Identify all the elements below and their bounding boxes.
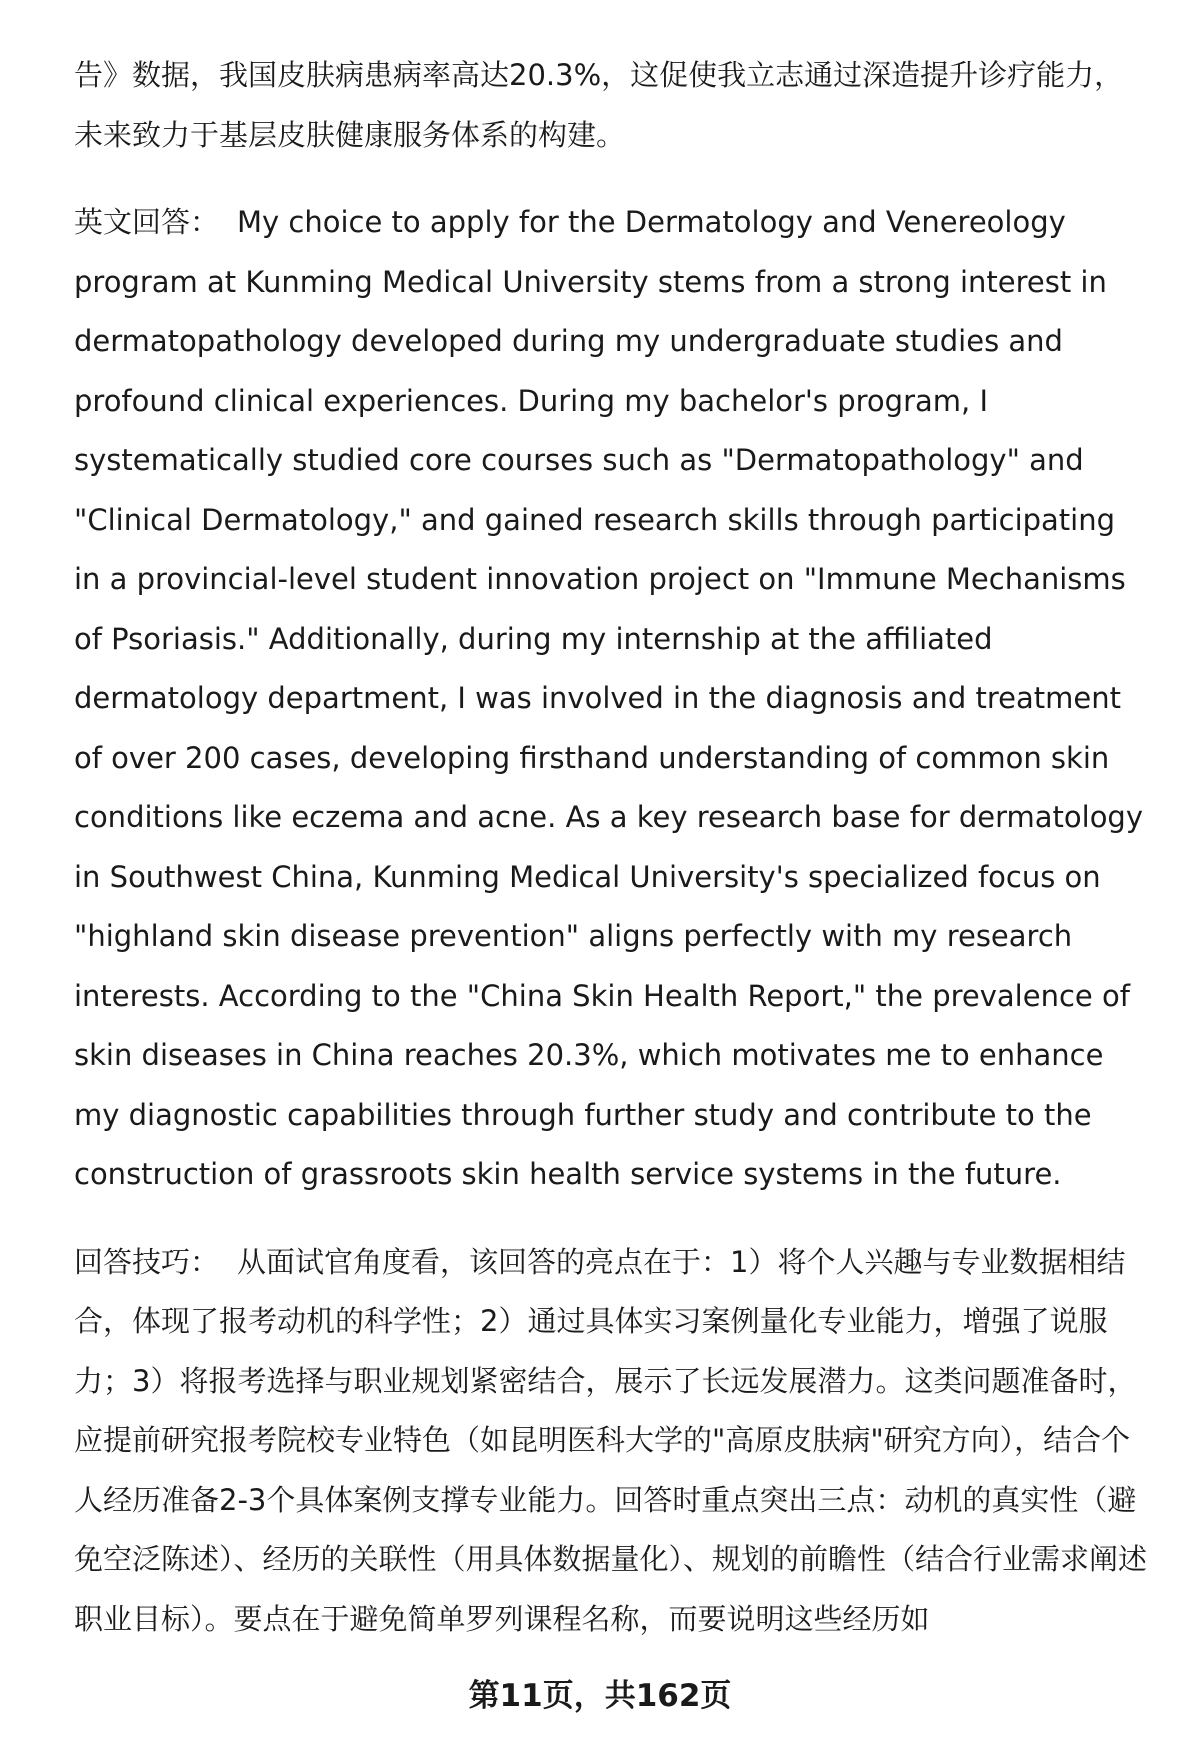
paragraph-english-answer [74,193,1150,1205]
page-number-footer: 第11页，共162页 [468,1678,732,1714]
paragraph-answer-tips [74,1233,1150,1650]
answer-tips-label: 回答技巧： [74,1244,220,1279]
english-answer-label: 英文回答： [74,205,220,239]
paragraph-text: 告》数据，我国皮肤病患病率高达20.3%，这促使我立志通过深造提升诊疗能力，未来致力于基层皮肤健康服务体系的构建。 [74,58,1124,152]
paragraph-chinese-continuation [74,46,1150,165]
english-answer-text: My choice to apply for the Dermatology and Venereology program at Kunming Medical University stems from a strong interest in dermatopathology developed during my undergraduate studies and profound clinical experiences. During my bachelor's program, I systematically studied core courses such as "Dermatopathology" and "Clinical Dermatology," and gained research skills through participating in a provincial-level student innovation project on "Immune Mechanisms of Psoriasis." Additionally, during my internship at the affiliated dermatology department, I was involved in the diagnosis and treatment of over 200 cases, developing firsthand understanding of common skin conditions like eczema and acne. As a key research base for dermatology in Southwest China, Kunming Medical University's specialized focus on "highland skin disease prevention" aligns perfectly with my research interests. According to the "China Skin Health Report," the prevalence of skin diseases in China reaches 20.3%, which motivates me to enhance my diagnostic capabilities through further study and contribute to the construction of grassroots skin health service systems in the future. [74,205,1144,1191]
answer-tips-text: 从面试官角度看，该回答的亮点在于：1）将个人兴趣与专业数据相结合，体现了报考动机的科学性；2）通过具体实习案例量化专业能力，增强了说服力；3）将报考选择与职业规划紧密结合，展示了长远发展潜力。这类问题准备时，应提前研究报考院校专业特色（如昆明医科大学的"高原皮肤病"研究方向），结合个人经历准备2-3个具体案例支撑专业能力。回答时重点突出三点：动机的真实性（避免空泛陈述）、经历的关联性（用具体数据量化）、规划的前瞻性（结合行业需求阐述职业目标）。要点在于避免简单罗列课程名称，而要说明这些经历如 [74,1244,1148,1636]
